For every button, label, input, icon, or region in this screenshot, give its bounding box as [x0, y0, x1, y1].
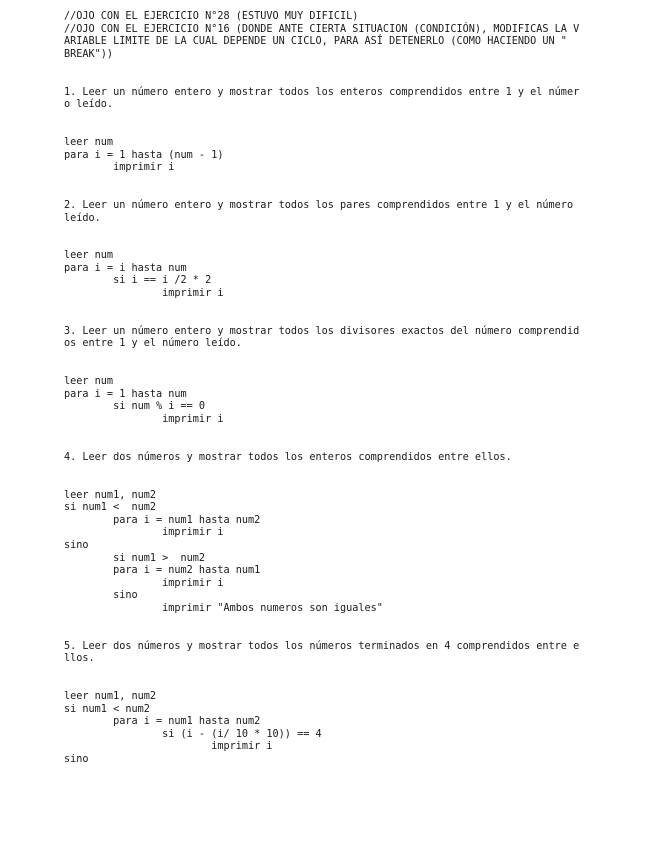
text-line — [64, 112, 639, 125]
text-line — [64, 187, 639, 200]
text-line — [64, 439, 639, 452]
text-line — [64, 666, 639, 679]
text-line — [64, 616, 639, 629]
text-line: 1. Leer un número entero y mostrar todos los enteros comprendidos entre 1 y el númer — [64, 86, 580, 98]
text-line: leer num — [64, 376, 114, 388]
text-line: imprimir "Ambos numeros son iguales" — [64, 602, 383, 614]
text-line: leído. — [64, 212, 101, 224]
text-line — [64, 225, 639, 238]
text-line: //OJO CON EL EJERCICIO N°28 (ESTUVO MUY DIFICIL) — [64, 11, 359, 22]
text-line — [64, 477, 639, 490]
text-line: leer num1, num2 — [64, 489, 157, 501]
text-line: imprimir i — [64, 414, 224, 425]
text-line — [64, 628, 639, 641]
text-line: os entre 1 y el número leído. — [64, 338, 242, 350]
text-line: 2. Leer un número entero y mostrar todos los pares comprendidos entre 1 y el número — [64, 199, 574, 211]
text-line: leer num — [64, 136, 114, 148]
text-line: ARIABLE LIMITE DE LA CUAL DEPENDE UN CICLO, PARA ASÍ DETENERLO (COMO HACIENDO UN " — [64, 36, 567, 48]
text-line: para i = num2 hasta num1 — [64, 565, 261, 577]
text-line: si num % i == 0 — [64, 401, 206, 413]
text-line: para i = num1 hasta num2 — [64, 514, 261, 526]
text-line: 3. Leer un número entero y mostrar todos los divisores exactos del número comprendid — [64, 325, 580, 337]
text-line: sino — [64, 590, 138, 602]
text-line — [64, 61, 639, 74]
text-line: si num1 < num2 — [64, 703, 150, 715]
text-line — [64, 364, 639, 377]
text-line — [64, 351, 639, 364]
text-line: leer num1, num2 — [64, 691, 157, 703]
text-line — [64, 74, 639, 87]
text-line — [64, 678, 639, 691]
text-line — [64, 427, 639, 440]
text-line: imprimir i — [64, 527, 224, 539]
text-line: leer num — [64, 250, 114, 262]
text-line: llos. — [64, 653, 95, 665]
text-line: imprimir i — [64, 741, 273, 753]
text-line — [64, 313, 639, 326]
text-line: 4. Leer dos números y mostrar todos los enteros comprendidos entre ellos. — [64, 451, 512, 463]
text-line: si (i - (i/ 10 * 10)) == 4 — [64, 728, 322, 740]
text-line — [64, 301, 639, 314]
text-line: si i == i /2 * 2 — [64, 275, 212, 287]
text-line: sino — [64, 539, 89, 551]
text-line: para i = 1 hasta (num - 1) — [64, 149, 224, 161]
text-line — [64, 175, 639, 188]
text-line: para i = 1 hasta num — [64, 388, 187, 400]
text-line — [64, 238, 639, 251]
text-line: //OJO CON EL EJERCICIO N°16 (DONDE ANTE CIERTA SITUACION (CONDICIÓN), MODIFICAS LA V — [64, 23, 580, 35]
text-line: BREAK")) — [64, 48, 114, 60]
text-line: o leído. — [64, 99, 114, 111]
document-text — [64, 11, 639, 767]
text-line: si num1 < num2 — [64, 502, 157, 514]
text-line — [64, 124, 639, 137]
text-line: sino — [64, 754, 89, 766]
text-line: imprimir i — [64, 162, 175, 174]
text-line — [64, 464, 639, 477]
text-line: imprimir i — [64, 288, 224, 300]
text-line: imprimir i — [64, 577, 224, 589]
text-line: para i = num1 hasta num2 — [64, 716, 261, 728]
text-line: para i = i hasta num — [64, 262, 187, 274]
text-line: si num1 > num2 — [64, 552, 206, 564]
text-line: 5. Leer dos números y mostrar todos los números terminados en 4 comprendidos entre e — [64, 640, 580, 652]
